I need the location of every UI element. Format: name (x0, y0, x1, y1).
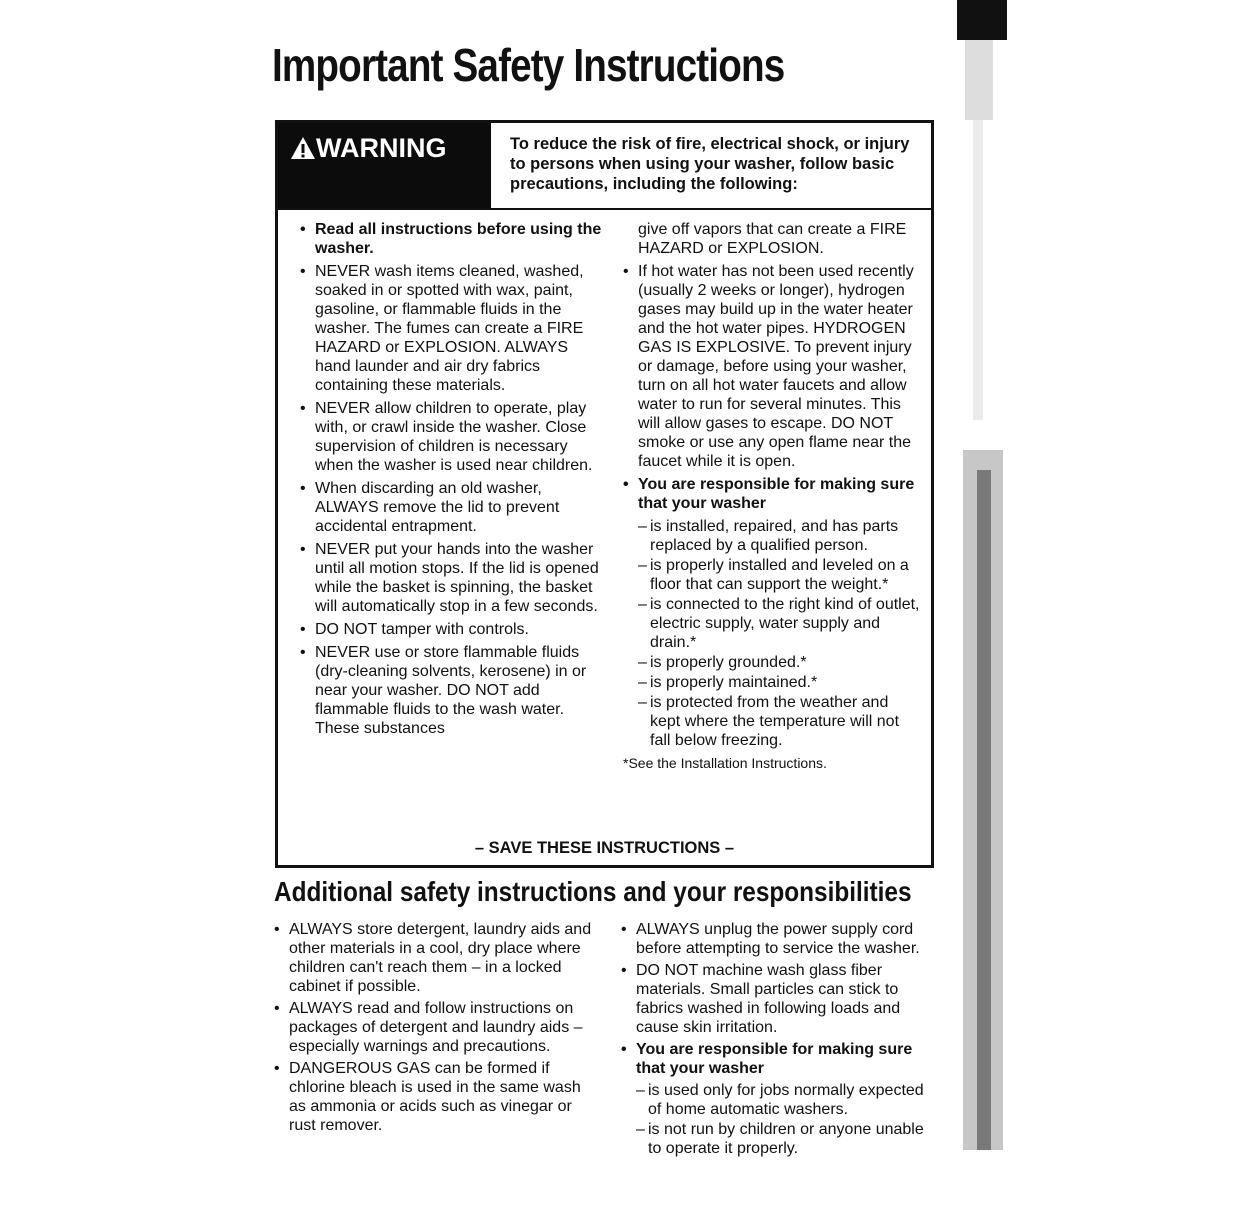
warning-triangle-icon (290, 136, 316, 160)
continued-text: give off vapors that can create a FIRE HAZARD or EXPLOSION. (638, 221, 907, 257)
left-column (300, 220, 605, 742)
page-title: Important Safety Instructions (272, 39, 785, 91)
list-item: – is connected to the right kind of outlet, electric supply, water supply and drain.* (638, 595, 923, 652)
section-title: Additional safety instructions and your responsibilities (274, 876, 912, 907)
left-safety-list (300, 220, 605, 738)
right-safety-list (623, 262, 923, 513)
list-item: • ALWAYS unplug the power supply cord before attempting to service the washer. (621, 920, 936, 958)
warning-header (278, 123, 931, 210)
list-item: • NEVER wash items cleaned, washed, soaked in or spotted with wax, paint, gasoline, or flammable fluids in the washer. The fumes can create a FIRE HAZARD or EXPLOSION. ALWAYS hand launder and air dry fabrics containing these materials. (300, 262, 605, 395)
warning-intro: To reduce the risk of fire, electrical shock, or injury to persons when using your washer, follow basic precautions, including the following: (510, 135, 910, 193)
additional-left-list (274, 920, 594, 1135)
additional-right-column (621, 920, 936, 1159)
additional-responsibility-list (636, 1081, 936, 1158)
list-item: • Read all instructions before using the washer. (300, 220, 605, 258)
list-item: – is not run by children or anyone unable to operate it properly. (636, 1120, 936, 1158)
list-item: – is properly installed and leveled on a floor that can support the weight.* (638, 556, 923, 594)
responsibility-list (638, 517, 923, 750)
list-item: • DO NOT tamper with controls. (300, 620, 605, 639)
footnote: *See the Installation Instructions. (623, 755, 827, 771)
list-item: • ALWAYS store detergent, laundry aids and other materials in a cool, dry place where children can't reach them – in a locked cabinet if possible. (274, 920, 594, 996)
scan-edge-artifact (955, 0, 1015, 1220)
list-item: • When discarding an old washer, ALWAYS remove the lid to prevent accidental entrapment. (300, 479, 605, 536)
additional-right-list (621, 920, 936, 1078)
list-item: • NEVER allow children to operate, play with, or crawl inside the washer. Close supervision of children is necessary when the washer is used near children. (300, 399, 605, 475)
list-item: • ALWAYS read and follow instructions on packages of detergent and laundry aids – especially warnings and precautions. (274, 999, 594, 1056)
list-item: • You are responsible for making sure that your washer (621, 1040, 936, 1078)
warning-label: WARNING (316, 133, 447, 163)
save-instructions-line: – SAVE THESE INSTRUCTIONS – (474, 839, 735, 857)
list-item: – is used only for jobs normally expected of home automatic washers. (636, 1081, 936, 1119)
right-column (623, 220, 923, 773)
list-item: • If hot water has not been used recently (usually 2 weeks or longer), hydrogen gases may build up in the water heater and the hot water pipes. HYDROGEN GAS IS EXPLOSIVE. To prevent injury or damage, before using your washer, turn on all hot water faucets and allow water to run for several minutes. This will allow gases to escape. DO NOT smoke or use any open flame near the faucet while it is open. (623, 262, 923, 471)
list-item: – is properly maintained.* (638, 673, 923, 692)
list-item: – is properly grounded.* (638, 653, 923, 672)
list-item: • You are responsible for making sure that your washer (623, 475, 923, 513)
list-item: • DANGEROUS GAS can be formed if chlorine bleach is used in the same wash as ammonia or acids such as vinegar or rust remover. (274, 1059, 594, 1135)
warning-box (275, 120, 934, 868)
list-item: – is installed, repaired, and has parts replaced by a qualified person. (638, 517, 923, 555)
list-item: • DO NOT machine wash glass fiber materials. Small particles can stick to fabrics washed in following loads and cause skin irritation. (621, 961, 936, 1037)
additional-left-column (274, 920, 594, 1138)
warning-tag (278, 123, 491, 208)
list-item: • NEVER use or store flammable fluids (dry-cleaning solvents, kerosene) in or near your washer. DO NOT add flammable fluids to the wash water. These substances (300, 643, 605, 738)
list-item: • NEVER put your hands into the washer until all motion stops. If the lid is opened while the basket is spinning, the basket will automatically stop in a few seconds. (300, 540, 605, 616)
list-item: – is protected from the weather and kept where the temperature will not fall below freezing. (638, 693, 923, 750)
